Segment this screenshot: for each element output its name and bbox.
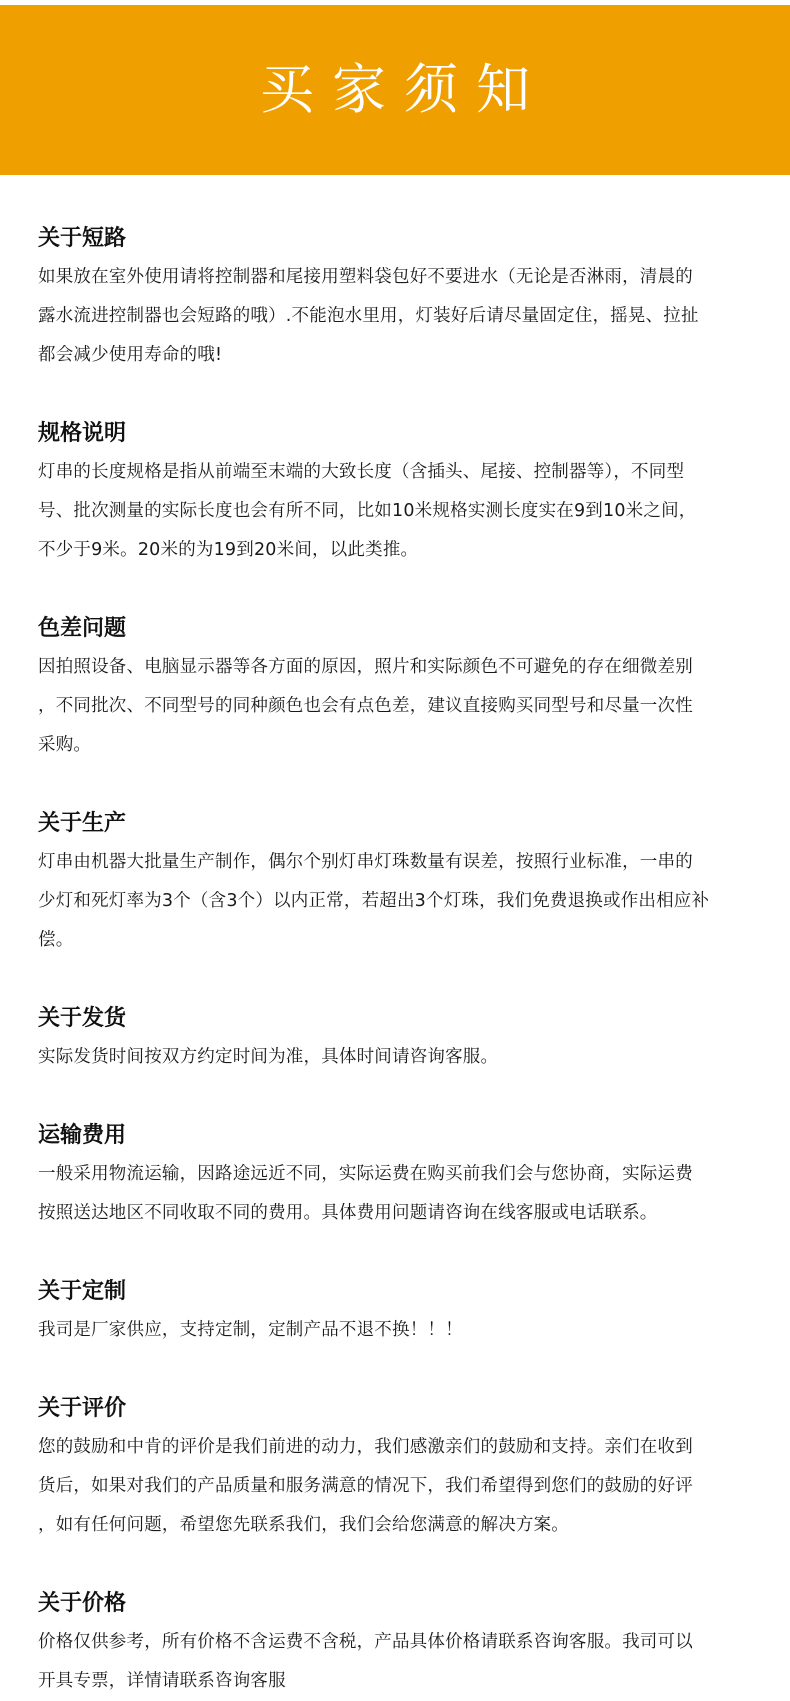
section-body: 您的鼓励和中肯的评价是我们前进的动力，我们感激亲们的鼓励和支持。亲们在收到 货后，如果对我们的产品质量和服务满意的情况下，我们希望得到您们的鼓励的好评 ，如有任何问题，希望您先联系我们，我们会给您满意的解决方案。 — [38, 1437, 693, 1535]
section-pricing — [38, 1585, 760, 1701]
section-heading: 色差问题 — [38, 616, 127, 641]
header-banner — [0, 5, 790, 175]
section-specification — [38, 415, 760, 570]
section-body: 价格仅供参考，所有价格不含运费不含税，产品具体价格请联系咨询客服。我司可以 开具专票，详情请联系咨询客服 — [38, 1632, 693, 1691]
section-body: 因拍照设备、电脑显示器等各方面的原因，照片和实际颜色不可避免的存在细微差别 ，不同批次、不同型号的同种颜色也会有点色差，建议直接购买同型号和尽量一次性 采购。 — [38, 657, 693, 755]
notice-content — [38, 220, 760, 1701]
section-freight-cost — [38, 1117, 760, 1233]
section-body: 如果放在室外使用请将控制器和尾接用塑料袋包好不要进水（无论是否淋雨，清晨的 露水流进控制器也会短路的哦）.不能泡水里用，灯装好后请尽量固定住，摇晃、拉扯 都会减少使用寿命的哦! — [38, 267, 699, 365]
section-body: 灯串由机器大批量生产制作，偶尔个别灯串灯珠数量有误差，按照行业标准，一串的 少灯和死灯率为3个（含3个）以内正常，若超出3个灯珠，我们免费退换或作出相应补 偿。 — [38, 852, 710, 950]
section-customization — [38, 1273, 760, 1350]
section-heading: 关于评价 — [38, 1396, 127, 1421]
section-body: 我司是厂家供应，支持定制，定制产品不退不换！！！ — [38, 1320, 463, 1340]
section-production — [38, 805, 760, 960]
section-shipping — [38, 1000, 760, 1077]
section-body: 实际发货时间按双方约定时间为准，具体时间请咨询客服。 — [38, 1047, 499, 1067]
section-body: 一般采用物流运输，因路途远近不同，实际运费在购买前我们会与您协商，实际运费 按照送达地区不同收取不同的费用。具体费用问题请咨询在线客服或电话联系。 — [38, 1164, 693, 1223]
section-reviews — [38, 1390, 760, 1545]
section-color-difference — [38, 610, 760, 765]
section-short-circuit — [38, 220, 760, 375]
page-title: 买家须知 — [260, 58, 548, 121]
section-heading: 运输费用 — [38, 1123, 127, 1148]
section-heading: 关于定制 — [38, 1279, 127, 1304]
section-heading: 关于价格 — [38, 1591, 127, 1616]
section-heading: 规格说明 — [38, 421, 127, 446]
section-heading: 关于生产 — [38, 811, 127, 836]
section-heading: 关于短路 — [38, 226, 127, 251]
section-heading: 关于发货 — [38, 1006, 127, 1031]
section-body: 灯串的长度规格是指从前端至末端的大致长度（含插头、尾接、控制器等），不同型 号、批次测量的实际长度也会有所不同，比如10米规格实测长度实在9到10米之间， 不少于9米。20米的为19到20米间，以此类推。 — [38, 462, 697, 560]
